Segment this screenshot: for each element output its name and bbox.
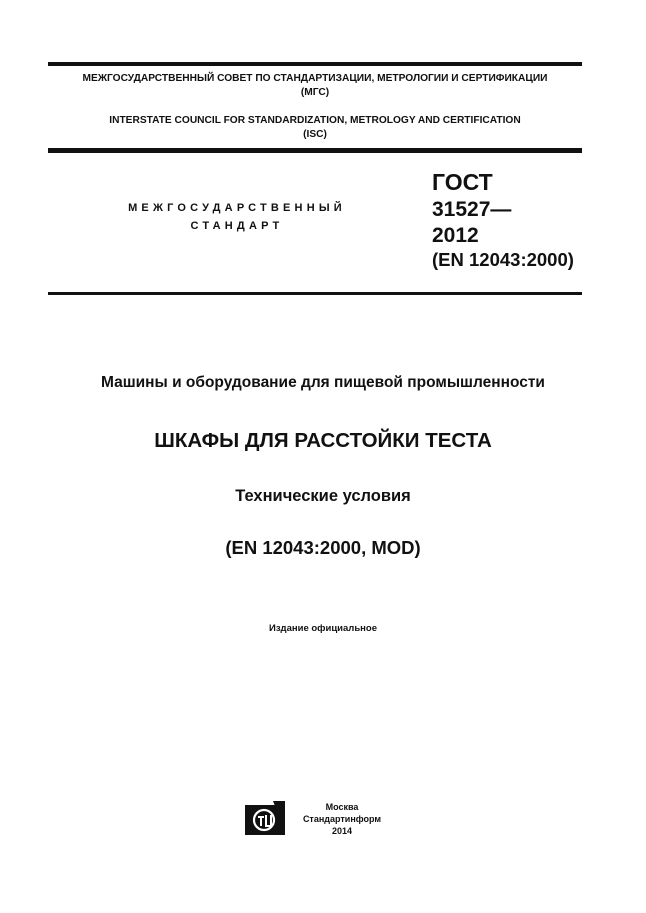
publisher-block [292,801,392,837]
publisher-city: Москва [325,802,359,812]
standards-publisher-logo-icon [245,801,285,835]
council-name-en: INTERSTATE COUNCIL FOR STANDARDIZATION, METROLOGY AND CERTIFICATION [109,115,521,126]
gost-number: 31527— [432,198,512,221]
standard-type-line2: СТАНДАРТ [190,220,284,232]
standard-type-line1: МЕЖГОСУДАРСТВЕННЫЙ [128,202,346,214]
council-abbr-en: (ISC) [303,129,327,140]
header-divider [48,148,582,153]
document-reference: (EN 12043:2000, MOD) [225,537,421,558]
edition-note: Издание официальное [269,623,377,634]
document-spec: Технические условия [235,487,411,505]
document-title: ШКАФЫ ДЛЯ РАССТОЙКИ ТЕСТА [154,429,492,452]
designation-divider [48,292,582,295]
document-subject: Машины и оборудование для пищевой промышленности [101,374,545,391]
gost-year: 2012 [432,224,479,247]
gost-en-reference: (EN 12043:2000) [432,249,574,270]
gost-label: ГОСТ [432,169,493,195]
publisher-name: Стандартинформ [302,814,382,824]
council-header-ru [48,72,582,100]
council-header-en [48,114,582,142]
council-abbr-ru: (МГС) [300,87,330,98]
council-name-ru: МЕЖГОСУДАРСТВЕННЫЙ СОВЕТ ПО СТАНДАРТИЗАЦИИ, МЕТРОЛОГИИ И СЕРТИФИКАЦИИ [82,73,548,84]
publisher-year: 2014 [331,826,353,836]
top-rule [48,62,582,66]
